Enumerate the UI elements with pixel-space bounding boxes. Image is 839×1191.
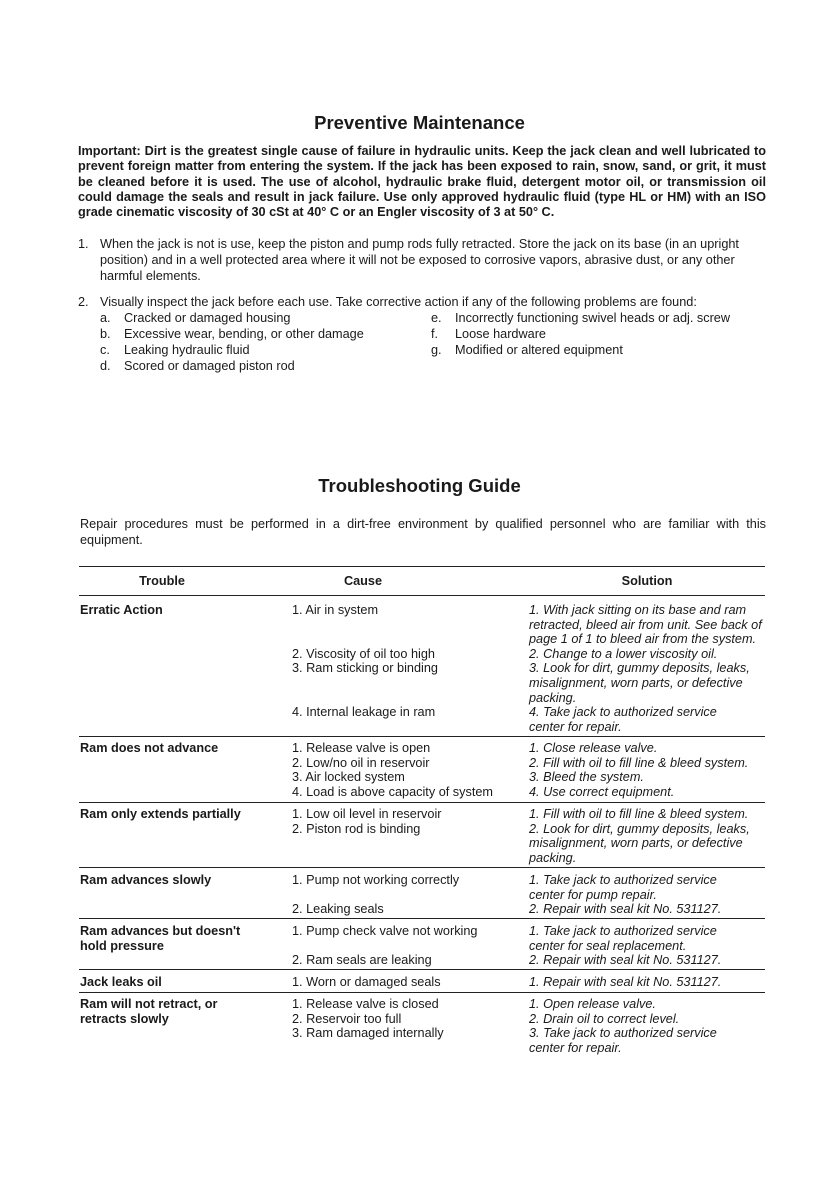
solution-line: 2. Look for dirt, gummy deposits, leaks, xyxy=(529,821,750,836)
item-line: position) and in a well protected area where it will not be exposed to corrosive vapors, abrasive dust, or any other xyxy=(100,253,735,267)
row-solution xyxy=(529,997,769,1055)
problem-letter: b. xyxy=(100,327,111,341)
row-trouble xyxy=(80,807,280,822)
solution-line: 3. Bleed the system. xyxy=(529,770,644,785)
important-notice xyxy=(78,144,766,220)
solution-line: 1. With jack sitting on its base and ram xyxy=(529,603,747,617)
solution-line: 4. Take jack to authorized service xyxy=(529,705,717,720)
problem-text: Loose hardware xyxy=(455,327,546,341)
cause-line: 4. Internal leakage in ram xyxy=(292,705,436,720)
row-solution xyxy=(529,975,769,990)
solution-line: 1. Fill with oil to fill line & bleed system. xyxy=(529,807,749,821)
item-text xyxy=(100,294,766,310)
maintenance-item-2 xyxy=(78,294,766,310)
problem-text: Incorrectly functioning swivel heads or adj. screw xyxy=(455,311,731,325)
cause-line xyxy=(292,939,522,954)
row-divider xyxy=(79,802,765,803)
solution-line: center for pump repair. xyxy=(529,887,657,902)
solution-line: misalignment, worn parts, or defective xyxy=(529,675,743,690)
header-solution: Solution xyxy=(621,574,673,588)
row-cause xyxy=(292,603,522,720)
trouble-line: Ram advances but doesn't xyxy=(80,924,241,938)
cause-line: 2. Low/no oil in reservoir xyxy=(292,755,430,770)
header-cause: Cause xyxy=(343,574,383,588)
solution-line: 1. Take jack to authorized service xyxy=(529,873,717,887)
cause-line: 2. Piston rod is binding xyxy=(292,821,421,836)
row-solution xyxy=(529,924,769,968)
problem-item xyxy=(431,326,730,342)
important-line: oil could damage the seals and result in jack failure. Use only approved hydraulic fluid (type HL or HM) with an xyxy=(78,174,766,204)
problem-letter: c. xyxy=(100,343,110,357)
trouble-line: Ram advances slowly xyxy=(80,873,212,887)
solution-line: 1. Take jack to authorized service xyxy=(529,924,717,938)
cause-line: 3. Ram damaged internally xyxy=(292,1026,444,1041)
problem-item xyxy=(100,358,364,374)
cause-line: 1. Release valve is closed xyxy=(292,997,439,1011)
row-solution xyxy=(529,741,769,799)
problem-letter: g. xyxy=(431,343,442,357)
solution-line: packing. xyxy=(529,690,577,705)
row-trouble xyxy=(80,873,280,888)
problem-letter: d. xyxy=(100,359,111,373)
cause-line xyxy=(292,691,522,706)
cause-line xyxy=(292,632,522,647)
problem-item xyxy=(100,310,364,326)
important-line: Important: Dirt is the greatest single cause of failure in hydraulic units. Keep the jack clean and well lubricated xyxy=(78,144,751,158)
cause-line: 4. Load is above capacity of system xyxy=(292,784,493,799)
cause-line: 3. Ram sticking or binding xyxy=(292,661,438,676)
solution-line: 1. Close release valve. xyxy=(529,741,658,755)
problem-item xyxy=(100,342,364,358)
row-divider xyxy=(79,992,765,993)
maintenance-title: Preventive Maintenance xyxy=(314,112,525,133)
trouble-line: Erratic Action xyxy=(80,603,163,617)
item-number: 1. xyxy=(78,237,89,251)
row-cause xyxy=(292,997,522,1041)
solution-line: packing. xyxy=(529,850,577,865)
row-solution xyxy=(529,603,769,734)
solution-line: 3. Take jack to authorized service xyxy=(529,1026,717,1041)
item-line: harmful elements. xyxy=(100,269,201,283)
problem-list-right xyxy=(431,310,730,358)
row-divider xyxy=(79,867,765,868)
trouble-line: Jack leaks oil xyxy=(80,975,162,989)
solution-line: 2. Change to a lower viscosity oil. xyxy=(529,646,718,661)
trouble-line: Ram will not retract, or xyxy=(80,997,218,1011)
problem-letter: a. xyxy=(100,311,111,325)
solution-line: 1. Repair with seal kit No. 531127. xyxy=(529,975,722,989)
cause-line: 1. Worn or damaged seals xyxy=(292,975,441,989)
row-trouble xyxy=(80,924,280,953)
row-divider xyxy=(79,736,765,737)
problem-item xyxy=(100,326,364,342)
row-cause xyxy=(292,924,522,968)
problem-text: Leaking hydraulic fluid xyxy=(124,343,250,357)
row-cause xyxy=(292,741,522,799)
solution-line: retracted, bleed air from unit. See back of xyxy=(529,617,762,632)
problem-item xyxy=(431,310,730,326)
intro-line: equipment. xyxy=(80,532,143,547)
item-line: When the jack is not is use, keep the piston and pump rods fully retracted. Store the jack on its base (in an upright xyxy=(100,237,739,251)
solution-line: 2. Repair with seal kit No. 531127. xyxy=(529,953,722,968)
solution-line: center for repair. xyxy=(529,719,622,734)
row-solution xyxy=(529,873,769,917)
problem-text: Modified or altered equipment xyxy=(455,343,623,357)
item-text xyxy=(100,236,766,284)
row-cause xyxy=(292,975,522,990)
maintenance-item-1 xyxy=(78,236,766,284)
cause-line: 1. Air in system xyxy=(292,603,379,617)
problem-list-left xyxy=(100,310,364,374)
cause-line: 1. Pump not working correctly xyxy=(292,873,460,887)
solution-line: center for seal replacement. xyxy=(529,938,687,953)
row-solution xyxy=(529,807,769,865)
cause-line: 1. Low oil level in reservoir xyxy=(292,807,442,821)
cause-line xyxy=(292,618,522,633)
row-trouble xyxy=(80,975,280,990)
header-trouble: Trouble xyxy=(139,574,185,588)
row-cause xyxy=(292,807,522,836)
troubleshooting-intro xyxy=(80,517,766,548)
solution-line: page 1 of 1 to bleed air from the system. xyxy=(529,632,757,647)
solution-line: 2. Repair with seal kit No. 531127. xyxy=(529,902,722,917)
cause-line: 2. Ram seals are leaking xyxy=(292,953,432,968)
problem-item xyxy=(431,342,730,358)
solution-line: center for repair. xyxy=(529,1040,622,1055)
trouble-line: hold pressure xyxy=(80,938,164,953)
solution-line: 2. Fill with oil to fill line & bleed system. xyxy=(529,755,749,770)
problem-text: Excessive wear, bending, or other damage xyxy=(124,327,364,341)
row-trouble xyxy=(80,997,280,1026)
problem-letter: f. xyxy=(431,327,439,341)
trouble-line: Ram does not advance xyxy=(80,741,219,755)
problem-text: Scored or damaged piston rod xyxy=(124,359,295,373)
solution-line: 3. Look for dirt, gummy deposits, leaks, xyxy=(529,661,750,676)
important-line: ISO grade cinematic viscosity of 30 cSt at 40° C or an Engler viscosity of 3 at 50° C. xyxy=(78,189,767,220)
trouble-line: Ram only extends partially xyxy=(80,807,241,821)
row-cause xyxy=(292,873,522,917)
solution-line: 2. Drain oil to correct level. xyxy=(529,1011,680,1026)
intro-line: Repair procedures must be performed in a dirt-free environment by qualified personnel who are familiar with this xyxy=(80,517,766,531)
troubleshooting-title: Troubleshooting Guide xyxy=(318,475,521,496)
cause-line: 1. Pump check valve not working xyxy=(292,924,478,938)
solution-line: misalignment, worn parts, or defective xyxy=(529,836,743,851)
cause-line: 2. Reservoir too full xyxy=(292,1011,402,1026)
cause-line xyxy=(292,676,522,691)
row-divider xyxy=(79,918,765,919)
row-divider xyxy=(79,969,765,970)
row-trouble xyxy=(80,603,280,618)
table-header-rule xyxy=(79,595,765,596)
important-line: must be cleaned before it is used. The use of alcohol, hydraulic brake fluid, detergent motor oil, or transmission xyxy=(78,159,766,189)
problem-letter: e. xyxy=(431,311,442,325)
cause-line xyxy=(292,888,522,903)
table-top-rule xyxy=(79,566,765,567)
solution-line: 1. Open release valve. xyxy=(529,997,656,1011)
cause-line: 1. Release valve is open xyxy=(292,741,431,755)
cause-line: 2. Viscosity of oil too high xyxy=(292,646,435,661)
trouble-line: retracts slowly xyxy=(80,1011,169,1026)
solution-line: 4. Use correct equipment. xyxy=(529,784,675,799)
problem-text: Cracked or damaged housing xyxy=(124,311,291,325)
item-line: Visually inspect the jack before each use. Take corrective action if any of the following problems are found: xyxy=(100,295,697,309)
important-line: to prevent foreign matter from entering the system. If the jack has been exposed to rain, snow, sand, or grit, it xyxy=(78,144,766,174)
item-number: 2. xyxy=(78,295,89,309)
row-trouble xyxy=(80,741,280,756)
cause-line: 3. Air locked system xyxy=(292,770,405,785)
cause-line: 2. Leaking seals xyxy=(292,902,384,917)
